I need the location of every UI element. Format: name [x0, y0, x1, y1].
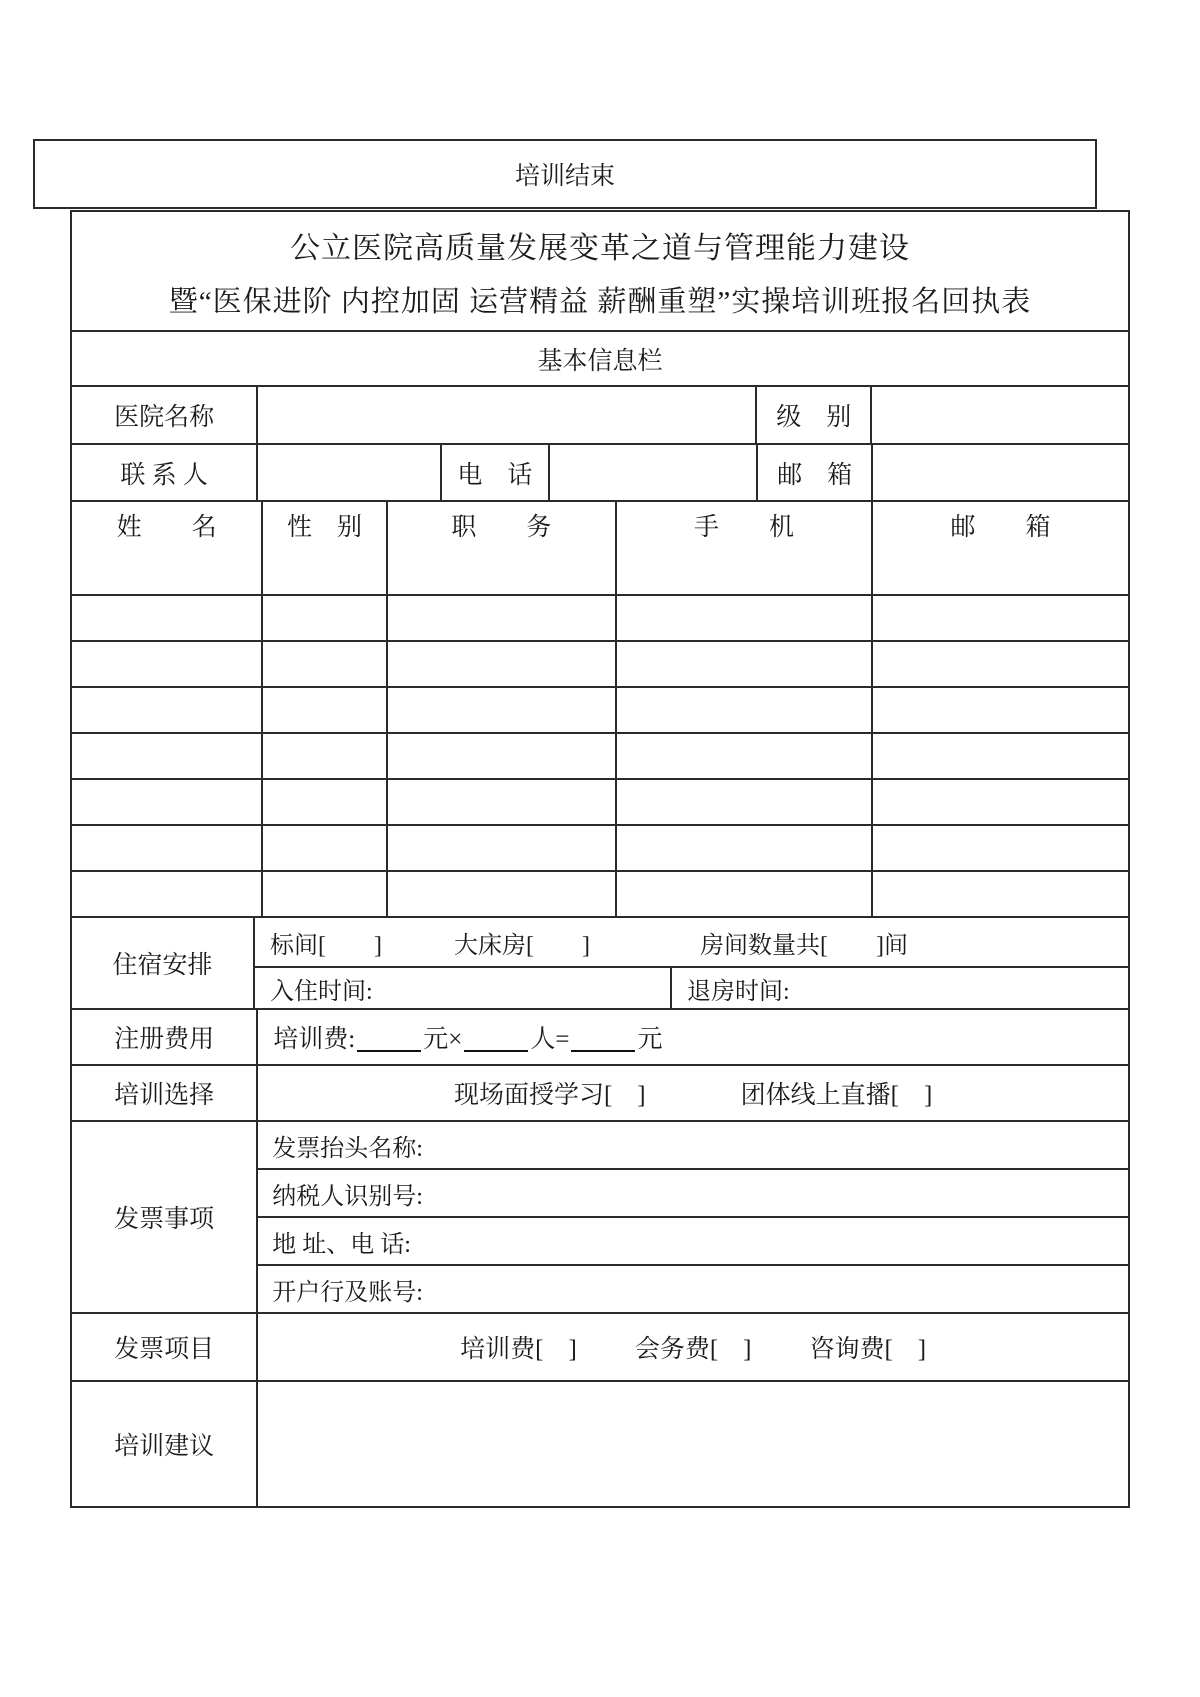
attendee-row	[72, 640, 1128, 686]
attendee-email-cell[interactable]	[871, 734, 1128, 778]
attendee-position-cell[interactable]	[386, 826, 615, 870]
attendee-position-cell[interactable]	[386, 872, 615, 916]
phone-input[interactable]	[548, 445, 756, 500]
attendee-header-row	[72, 500, 1128, 548]
level-label: 级 别	[755, 387, 870, 443]
attendee-row	[72, 686, 1128, 732]
attendee-row	[72, 824, 1128, 870]
phone-label: 电 话	[440, 445, 549, 500]
registration-fee-section	[72, 1008, 1128, 1064]
attendee-row	[72, 778, 1128, 824]
attendee-header-mobile: 手 机	[615, 502, 871, 548]
email-label: 邮 箱	[756, 445, 871, 500]
bank-account-field[interactable]	[258, 1264, 1128, 1312]
attendee-mobile-cell[interactable]	[615, 596, 871, 640]
form-title-line1: 公立医院高质量发展变革之道与管理能力建设	[290, 231, 910, 265]
bank-account-label: 开户行及账号:	[272, 1279, 423, 1306]
online-training-option[interactable]: 团体线上直播[ ]	[740, 1082, 933, 1109]
attendee-position-cell[interactable]	[386, 734, 615, 778]
hospital-row	[72, 385, 1128, 443]
contact-label: 联 系 人	[120, 461, 208, 489]
attendee-email-cell[interactable]	[871, 780, 1128, 824]
accommodation-section	[72, 916, 1128, 1008]
invoice-info-label: 发票事项	[114, 1206, 215, 1233]
attendee-gender-cell[interactable]	[261, 642, 386, 686]
conference-fee-option[interactable]: 会务费[ ]	[634, 1336, 752, 1363]
taxpayer-id-field[interactable]	[258, 1168, 1128, 1216]
room-options-row	[255, 918, 1128, 966]
status-banner-text: 培训结束	[514, 163, 615, 190]
attendee-email-cell[interactable]	[871, 826, 1128, 870]
room-count-option[interactable]: 房间数量共[ ]间	[699, 932, 908, 959]
training-choice-section	[72, 1064, 1128, 1120]
checkin-field[interactable]	[255, 968, 670, 1008]
attendee-row	[72, 870, 1128, 916]
fee-amount-blank[interactable]	[357, 1022, 421, 1052]
invoice-info-content	[256, 1122, 1128, 1312]
attendee-row	[72, 594, 1128, 640]
email-input[interactable]	[871, 445, 1128, 500]
invoice-title-label: 发票抬头名称:	[272, 1135, 423, 1162]
invoice-info-section	[72, 1120, 1128, 1312]
attendee-gender-cell[interactable]	[261, 826, 386, 870]
address-phone-field[interactable]	[258, 1216, 1128, 1264]
onsite-training-option[interactable]: 现场面授学习[ ]	[453, 1082, 646, 1109]
attendee-position-cell[interactable]	[386, 596, 615, 640]
attendee-email-cell[interactable]	[871, 688, 1128, 732]
attendee-mobile-cell[interactable]	[615, 688, 871, 732]
attendee-mobile-cell[interactable]	[615, 642, 871, 686]
fee-text-part: 元	[637, 1026, 663, 1053]
attendee-header-email: 邮 箱	[871, 502, 1128, 548]
attendee-header-gender: 性 别	[261, 502, 386, 548]
attendee-mobile-cell[interactable]	[615, 548, 871, 594]
registration-fee-content	[256, 1010, 1128, 1064]
attendee-name-cell[interactable]	[72, 734, 261, 778]
training-fee-option[interactable]: 培训费[ ]	[460, 1336, 577, 1363]
attendee-mobile-cell[interactable]	[615, 780, 871, 824]
registration-fee-label: 注册费用	[114, 1026, 215, 1053]
attendee-name-cell[interactable]	[72, 826, 261, 870]
attendee-mobile-cell[interactable]	[615, 872, 871, 916]
checkin-checkout-row	[255, 966, 1128, 1008]
attendee-email-cell[interactable]	[871, 548, 1128, 594]
attendee-email-cell[interactable]	[871, 642, 1128, 686]
invoice-title-field[interactable]	[258, 1122, 1128, 1168]
consulting-fee-option[interactable]: 咨询费[ ]	[809, 1336, 927, 1363]
attendee-mobile-cell[interactable]	[615, 826, 871, 870]
level-input[interactable]	[870, 387, 1128, 443]
standard-room-option[interactable]: 标间[ ]	[270, 932, 382, 959]
attendee-email-cell[interactable]	[871, 596, 1128, 640]
attendee-name-cell[interactable]	[72, 872, 261, 916]
attendee-row	[72, 732, 1128, 778]
attendee-position-cell[interactable]	[386, 780, 615, 824]
checkout-field[interactable]	[670, 968, 1128, 1008]
hospital-name-label: 医院名称	[114, 404, 215, 431]
attendee-gender-cell[interactable]	[261, 548, 386, 594]
fee-text-part: 培训费:	[273, 1026, 356, 1053]
fee-text-part: 元×	[423, 1026, 463, 1053]
attendee-position-cell[interactable]	[386, 548, 615, 594]
attendee-header-position: 职 务	[386, 502, 615, 548]
accommodation-content	[253, 918, 1128, 1008]
attendee-name-cell[interactable]	[72, 642, 261, 686]
training-suggestion-section	[72, 1380, 1128, 1506]
training-suggestion-label: 培训建议	[114, 1433, 215, 1460]
attendee-position-cell[interactable]	[386, 642, 615, 686]
attendee-mobile-cell[interactable]	[615, 734, 871, 778]
fee-people-blank[interactable]	[464, 1022, 528, 1052]
contact-row	[72, 443, 1128, 500]
attendee-gender-cell[interactable]	[261, 734, 386, 778]
attendee-gender-cell[interactable]	[261, 688, 386, 732]
accommodation-label: 住宿安排	[112, 952, 213, 979]
invoice-items-label: 发票项目	[114, 1336, 215, 1363]
form-title-line2: 暨“医保进阶 内控加固 运营精益 薪酬重塑”实操培训班报名回执表	[168, 285, 1032, 318]
training-suggestion-input[interactable]	[256, 1382, 1128, 1506]
attendee-name-cell[interactable]	[72, 596, 261, 640]
attendee-name-cell[interactable]	[72, 780, 261, 824]
hospital-name-input[interactable]	[256, 387, 755, 443]
checkin-label: 入住时间:	[270, 978, 373, 1005]
training-choice-label: 培训选择	[114, 1082, 215, 1109]
attendee-header-name: 姓 名	[116, 514, 217, 541]
contact-input[interactable]	[256, 445, 439, 500]
training-choice-content	[256, 1066, 1128, 1120]
attendee-gender-cell[interactable]	[261, 872, 386, 916]
status-banner	[33, 139, 1097, 209]
basic-info-section-header	[72, 330, 1128, 385]
invoice-items-content	[256, 1314, 1128, 1380]
attendee-row	[72, 548, 1128, 594]
fee-text-part: 人=	[530, 1026, 570, 1053]
fee-total-blank[interactable]	[571, 1022, 635, 1052]
attendee-email-cell[interactable]	[871, 872, 1128, 916]
attendee-position-cell[interactable]	[386, 688, 615, 732]
taxpayer-id-label: 纳税人识别号:	[272, 1183, 423, 1210]
basic-info-section-header-text: 基本信息栏	[537, 347, 663, 375]
attendee-name-cell[interactable]	[72, 548, 261, 594]
attendee-gender-cell[interactable]	[261, 780, 386, 824]
attendee-name-cell[interactable]	[72, 688, 261, 732]
attendee-gender-cell[interactable]	[261, 596, 386, 640]
address-phone-label: 地 址、电 话:	[272, 1231, 411, 1258]
invoice-items-section	[72, 1312, 1128, 1380]
form-title	[72, 212, 1128, 330]
registration-form-table	[70, 210, 1130, 1508]
attendee-rows	[72, 548, 1128, 916]
checkout-label: 退房时间:	[687, 978, 790, 1005]
king-room-option[interactable]: 大床房[ ]	[453, 932, 590, 959]
